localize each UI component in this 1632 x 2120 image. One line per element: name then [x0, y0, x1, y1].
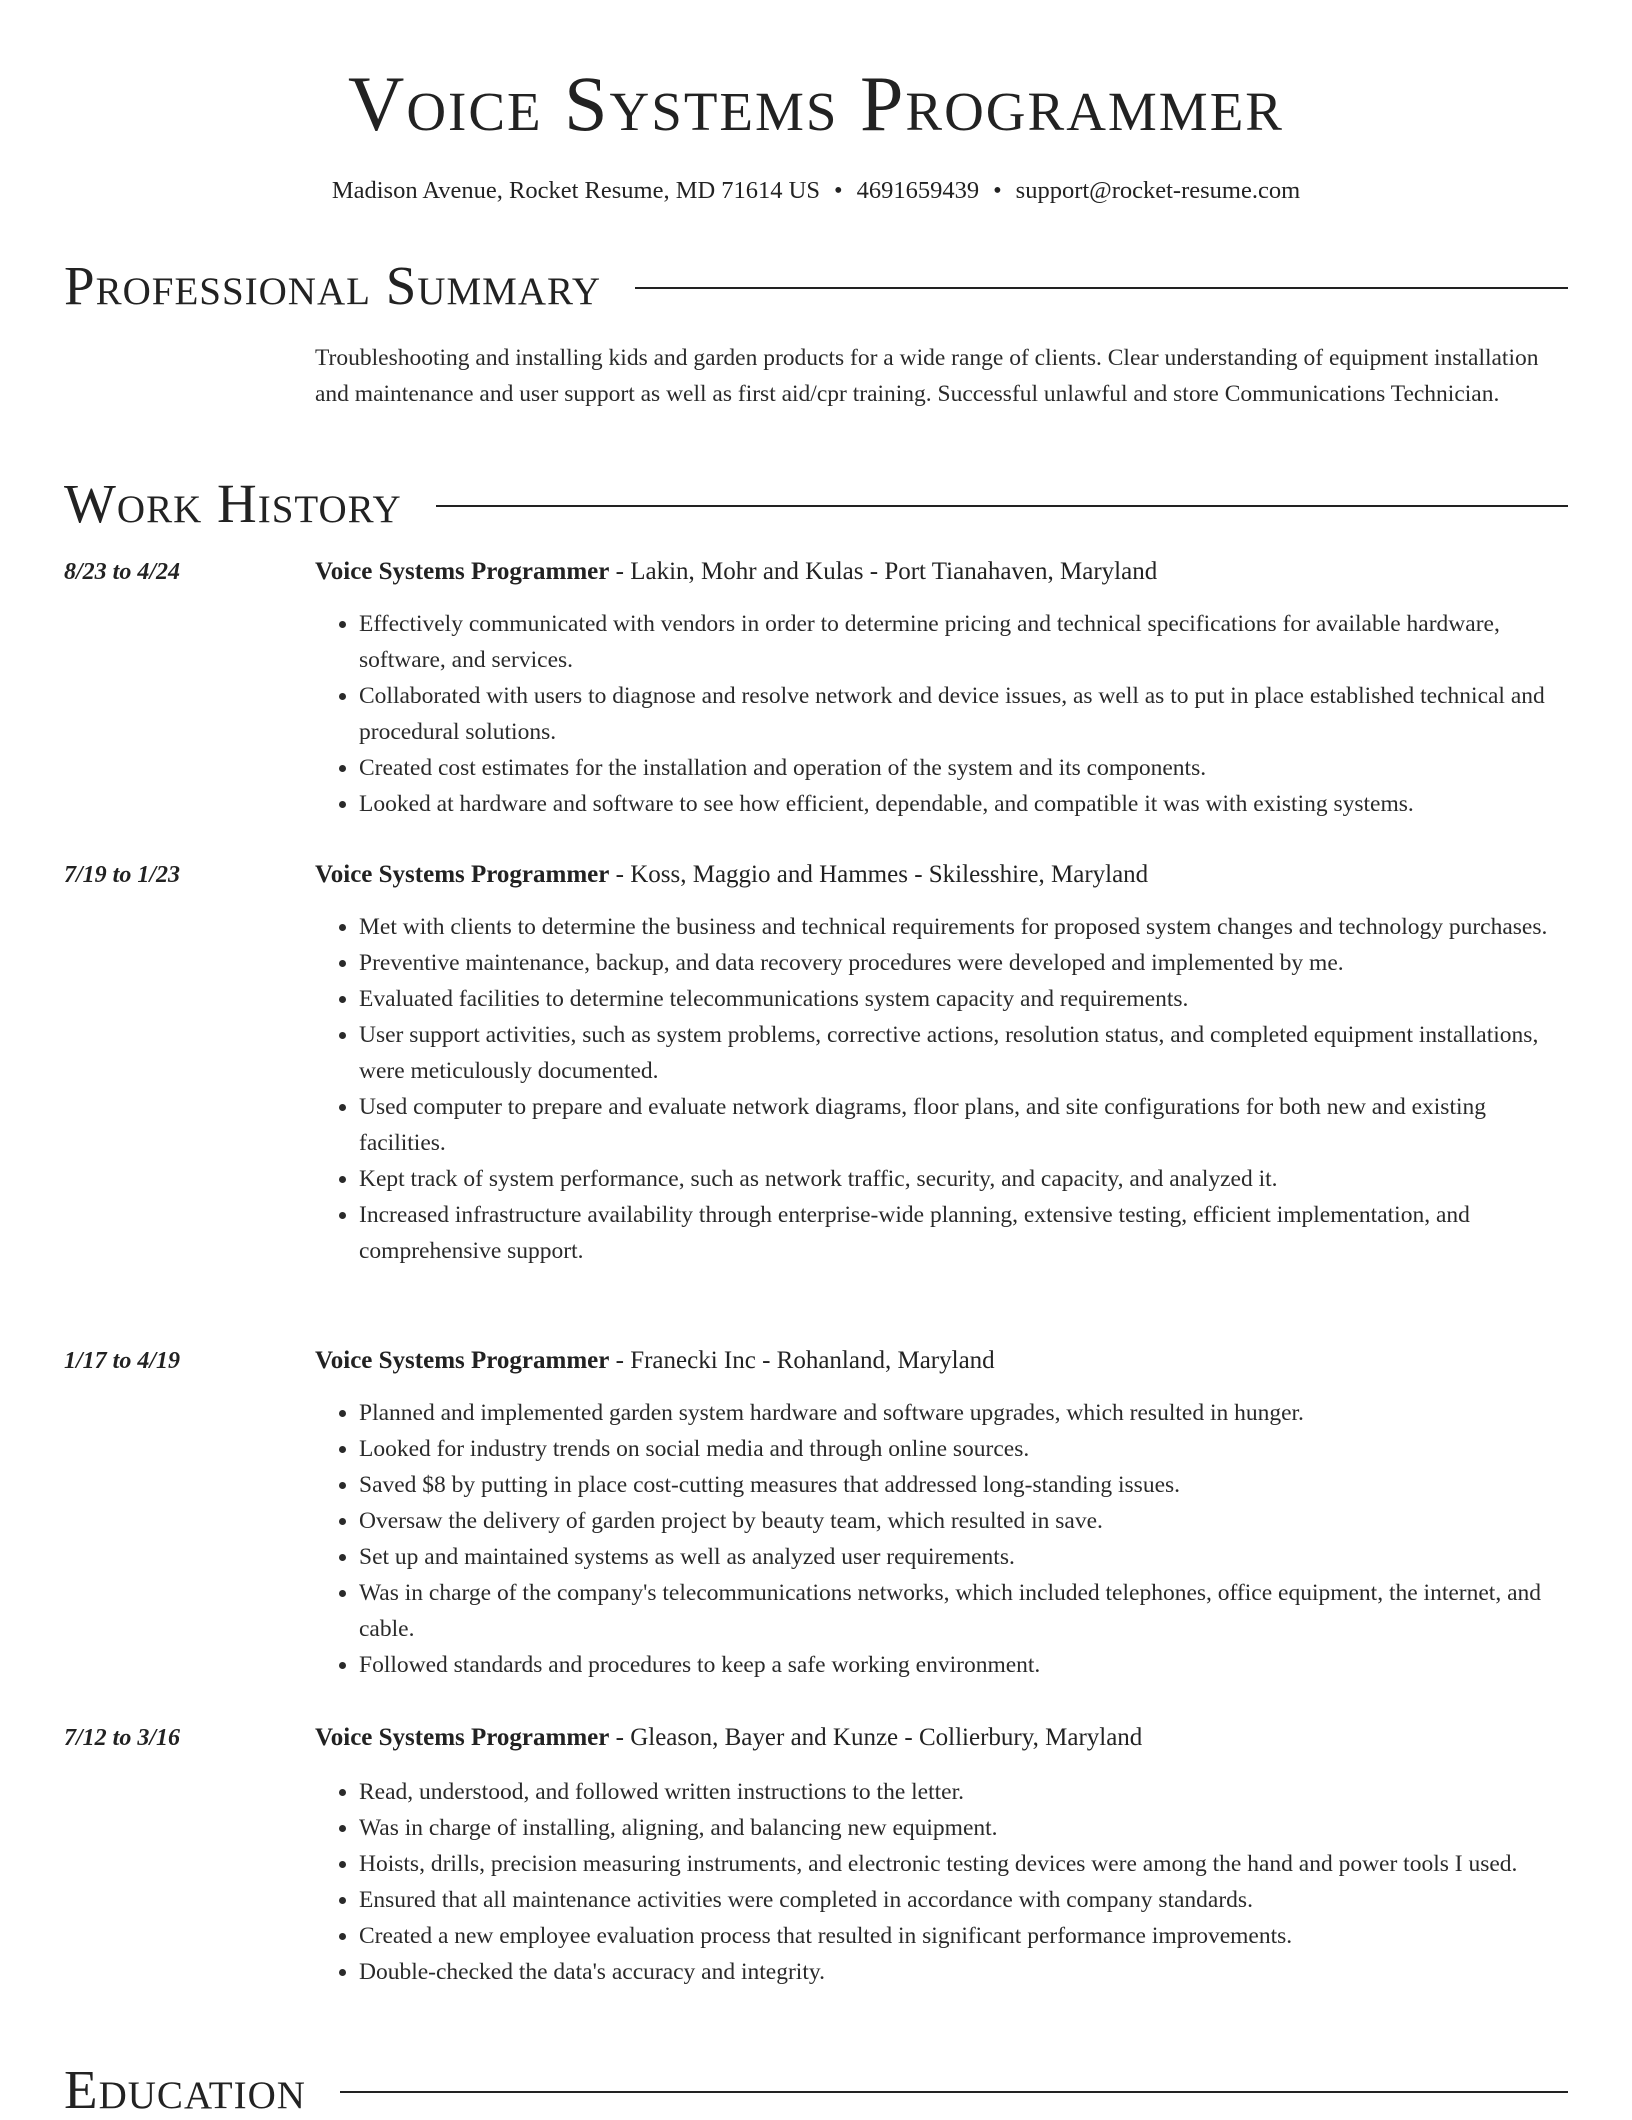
job-company-location: - Gleason, Bayer and Kunze - Collierbury, Maryland: [609, 1724, 1143, 1751]
contact-separator: •: [993, 177, 1002, 204]
job-bullets: [315, 606, 1568, 822]
section-title: Professional Summary: [64, 255, 602, 316]
section-divider: [436, 505, 1568, 507]
job-company-location: - Franecki Inc - Rohanland, Maryland: [609, 1347, 995, 1374]
contact-address: Madison Avenue, Rocket Resume, MD 71614 US: [331, 177, 820, 204]
job-dates: 8/23 to 4/24: [64, 559, 181, 585]
job-bullet: • Created cost estimates for the installation and operation of the system and its components.: [359, 750, 1568, 786]
job-bullet: • Oversaw the delivery of garden project by beauty team, which resulted in save.: [359, 1503, 1568, 1539]
job-dates: 7/19 to 1/23: [64, 862, 181, 888]
job-bullet: • Kept track of system performance, such as network traffic, security, and capacity, and analyzed it.: [359, 1161, 1568, 1197]
job-dates: 1/17 to 4/19: [64, 1348, 181, 1374]
summary-text: Troubleshooting and installing kids and garden products for a wide range of clients. Clear understanding of equipment installation and maintenance and user support as well as first aid/cpr training. Successful unlawful and store Communications Technician.: [315, 345, 1539, 407]
contact-line: [0, 176, 1632, 206]
job-company-location: - Lakin, Mohr and Kulas - Port Tianahaven, Maryland: [609, 558, 1158, 585]
job-bullet: • Was in charge of installing, aligning, and balancing new equipment.: [359, 1810, 1568, 1846]
job-bullet: • Evaluated facilities to determine telecommunications system capacity and requirements.: [359, 981, 1568, 1017]
job-bullet: • Double-checked the data's accuracy and integrity.: [359, 1954, 1568, 1990]
job-role: Voice Systems Programmer: [315, 861, 610, 888]
job-bullet: • Hoists, drills, precision measuring instruments, and electronic testing devices were among the hand and power tools I used.: [359, 1846, 1568, 1882]
section-education: [64, 2060, 1568, 2120]
job-heading: [315, 857, 1148, 893]
job-bullet: • Used computer to prepare and evaluate network diagrams, floor plans, and site configurations for both new and existing facilities.: [359, 1089, 1568, 1161]
job-heading: [315, 554, 1157, 590]
job-company-location: - Koss, Maggio and Hammes - Skilesshire, Maryland: [609, 861, 1149, 888]
job-role: Voice Systems Programmer: [315, 558, 610, 585]
job-bullet: • User support activities, such as system problems, corrective actions, resolution status, and completed equipment installations, were meticulously documented.: [359, 1017, 1568, 1089]
job-bullet: • Planned and implemented garden system hardware and software upgrades, which resulted in hunger.: [359, 1395, 1568, 1431]
job-role: Voice Systems Programmer: [315, 1724, 610, 1751]
section-work-history: [64, 474, 1568, 534]
job-bullets: [315, 1395, 1568, 1683]
section-divider: [635, 287, 1568, 289]
job-bullet: • Read, understood, and followed written instructions to the letter.: [359, 1774, 1568, 1810]
job-bullet: • Set up and maintained systems as well as analyzed user requirements.: [359, 1539, 1568, 1575]
contact-separator: •: [834, 177, 843, 204]
job-bullet: • Preventive maintenance, backup, and data recovery procedures were developed and implemented by me.: [359, 945, 1568, 981]
job-bullet: • Looked at hardware and software to see how efficient, dependable, and compatible it was with existing systems.: [359, 786, 1568, 822]
job-bullet: • Met with clients to determine the business and technical requirements for proposed system changes and technology purchases.: [359, 909, 1568, 945]
job-bullet: • Effectively communicated with vendors in order to determine pricing and technical specifications for available hardware, software, and services.: [359, 606, 1568, 678]
contact-phone: 4691659439: [856, 177, 980, 204]
job-bullet: • Followed standards and procedures to keep a safe working environment.: [359, 1647, 1568, 1683]
candidate-name: Voice Systems Programmer: [347, 60, 1284, 147]
section-title: Work History: [64, 473, 402, 534]
job-bullet: • Ensured that all maintenance activities were completed in accordance with company standards.: [359, 1882, 1568, 1918]
job-bullet: • Was in charge of the company's telecommunications networks, which included telephones, office equipment, the internet, and cable.: [359, 1575, 1568, 1647]
section-professional-summary: [64, 256, 1568, 316]
job-bullet: • Increased infrastructure availability through enterprise-wide planning, extensive testing, efficient implementation, and comprehensive support.: [359, 1197, 1568, 1269]
job-dates: 7/12 to 3/16: [64, 1725, 181, 1751]
job-bullets: [315, 909, 1568, 1269]
job-bullets: [315, 1774, 1568, 1990]
job-bullet: • Looked for industry trends on social media and through online sources.: [359, 1431, 1568, 1467]
job-heading: [315, 1343, 995, 1379]
job-bullet: • Saved $8 by putting in place cost-cutting measures that addressed long-standing issues.: [359, 1467, 1568, 1503]
job-heading: [315, 1720, 1142, 1756]
section-title: Education: [64, 2059, 306, 2120]
job-role: Voice Systems Programmer: [315, 1347, 610, 1374]
contact-email: support@rocket-resume.com: [1015, 177, 1301, 204]
job-bullet: • Created a new employee evaluation process that resulted in significant performance improvements.: [359, 1918, 1568, 1954]
section-divider: [340, 2091, 1568, 2093]
job-bullet: • Collaborated with users to diagnose and resolve network and device issues, as well as to put in place established technical and procedural solutions.: [359, 678, 1568, 750]
